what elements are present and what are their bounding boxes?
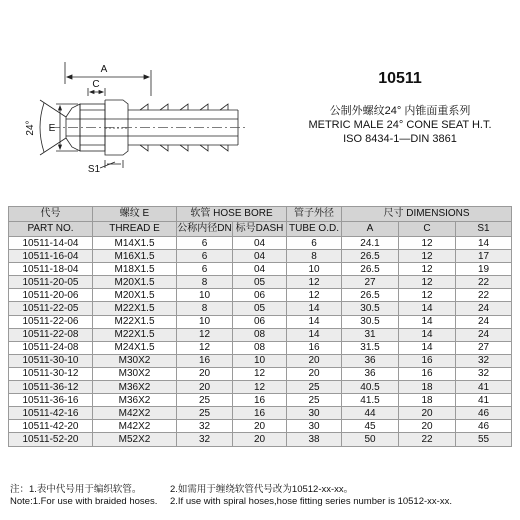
header-hose-dash: 标号DASH [233,222,287,237]
cell-tube-od: 30 [287,407,342,420]
table-row [9,420,512,433]
table-row [9,433,512,446]
cell-dim-c: 12 [399,250,456,263]
cell-hose-dn: 10 [177,315,233,328]
cell-dim-a: 30.5 [342,302,399,315]
cell-hose-dn: 10 [177,289,233,302]
cell-dim-c: 14 [399,315,456,328]
cell-thread: M14X1.5 [93,237,177,250]
cell-tube-od: 14 [287,315,342,328]
cell-hose-dash: 10 [233,354,287,367]
cell-dim-a: 26.5 [342,263,399,276]
notes-english [10,496,452,508]
cell-tube-od: 25 [287,394,342,407]
table-row [9,237,512,250]
cell-thread: M20X1.5 [93,289,177,302]
cell-dim-s1: 41 [456,381,512,394]
cell-hose-dn: 6 [177,237,233,250]
cell-part-no: 10511-22-06 [9,315,93,328]
cell-dim-s1: 32 [456,354,512,367]
cell-hose-dash: 08 [233,328,287,341]
cell-hose-dn: 12 [177,328,233,341]
header-hose-group: 软管 HOSE BORE [177,207,287,222]
table-row [9,328,512,341]
cell-dim-s1: 19 [456,263,512,276]
cell-dim-s1: 24 [456,302,512,315]
cell-dim-a: 31 [342,328,399,341]
cell-hose-dn: 6 [177,263,233,276]
cell-dim-a: 44 [342,407,399,420]
table-row [9,302,512,315]
dim-label-a: A [100,64,108,75]
cell-dim-c: 14 [399,328,456,341]
cell-part-no: 10511-22-05 [9,302,93,315]
cell-dim-s1: 46 [456,407,512,420]
cell-hose-dn: 6 [177,250,233,263]
table-row [9,394,512,407]
dim-label-s1: S1 [87,164,101,175]
table-row [9,341,512,354]
cell-hose-dash: 16 [233,394,287,407]
cell-thread: M42X2 [93,420,177,433]
cell-hose-dn: 8 [177,276,233,289]
cell-tube-od: 16 [287,341,342,354]
cell-dim-a: 26.5 [342,289,399,302]
note-cn-2: 2.如需用于缠绕软管代号改为10512-xx-xx。 [170,484,354,495]
cell-hose-dash: 08 [233,341,287,354]
title-english: METRIC MALE 24° CONE SEAT H.T. [308,119,492,131]
cell-dim-c: 22 [399,433,456,446]
cell-thread: M36X2 [93,394,177,407]
cell-tube-od: 14 [287,328,342,341]
cell-dim-s1: 22 [456,289,512,302]
cell-part-no: 10511-22-08 [9,328,93,341]
cell-thread: M30X2 [93,367,177,380]
cell-hose-dash: 04 [233,237,287,250]
notes-chinese [10,484,452,496]
table-row [9,407,512,420]
cell-dim-s1: 32 [456,367,512,380]
title-block [300,70,500,146]
cell-thread: M52X2 [93,433,177,446]
cell-dim-a: 41.5 [342,394,399,407]
cell-tube-od: 20 [287,367,342,380]
part-number-title: 10511 [378,70,422,87]
cell-thread: M36X2 [93,381,177,394]
cell-dim-a: 50 [342,433,399,446]
cell-dim-c: 12 [399,237,456,250]
cell-hose-dash: 06 [233,289,287,302]
cell-dim-s1: 46 [456,420,512,433]
cell-dim-s1: 27 [456,341,512,354]
cell-part-no: 10511-18-04 [9,263,93,276]
dim-label-c: C [92,79,100,90]
cell-dim-c: 16 [399,367,456,380]
cell-hose-dn: 25 [177,394,233,407]
cell-tube-od: 20 [287,354,342,367]
cell-part-no: 10511-20-05 [9,276,93,289]
cell-dim-a: 27 [342,276,399,289]
cell-dim-a: 40.5 [342,381,399,394]
cell-tube-od: 8 [287,250,342,263]
cell-dim-c: 20 [399,420,456,433]
cell-dim-a: 36 [342,354,399,367]
table-row [9,250,512,263]
cell-hose-dash: 04 [233,263,287,276]
cell-dim-c: 14 [399,302,456,315]
cell-hose-dn: 8 [177,302,233,315]
cell-dim-c: 14 [399,341,456,354]
cell-part-no: 10511-24-08 [9,341,93,354]
cell-part-no: 10511-20-06 [9,289,93,302]
notes [10,484,452,508]
cell-dim-s1: 22 [456,276,512,289]
spec-table-body [9,237,512,447]
cell-hose-dash: 05 [233,276,287,289]
cell-tube-od: 12 [287,289,342,302]
header-dim-s1: S1 [456,222,512,237]
cell-hose-dn: 32 [177,420,233,433]
dim-label-angle: 24° [25,120,36,136]
cell-dim-c: 18 [399,394,456,407]
cell-dim-c: 12 [399,289,456,302]
cell-thread: M16X1.5 [93,250,177,263]
header-thread-en: THREAD E [93,222,177,237]
header-thread-cn: 螺纹 E [93,207,177,222]
cell-part-no: 10511-42-20 [9,420,93,433]
cell-dim-a: 30.5 [342,315,399,328]
cell-hose-dash: 12 [233,367,287,380]
cell-dim-a: 26.5 [342,250,399,263]
table-row [9,289,512,302]
cell-tube-od: 30 [287,420,342,433]
cell-thread: M20X1.5 [93,276,177,289]
spec-table [8,206,512,447]
cell-hose-dn: 12 [177,341,233,354]
cell-dim-s1: 24 [456,315,512,328]
cell-thread: M22X1.5 [93,328,177,341]
note-en-1: Note:1.For use with braided hoses. [10,496,158,507]
cell-dim-a: 31.5 [342,341,399,354]
cell-dim-c: 12 [399,263,456,276]
cell-dim-c: 12 [399,276,456,289]
header-dim-a: A [342,222,399,237]
cell-tube-od: 12 [287,276,342,289]
cell-dim-a: 45 [342,420,399,433]
cell-part-no: 10511-36-12 [9,381,93,394]
note-en-2: 2.If use with spiral hoses,hose fitting series number is 10512-xx-xx. [170,496,452,507]
cell-thread: M24X1.5 [93,341,177,354]
cell-part-no: 10511-42-16 [9,407,93,420]
cell-dim-s1: 17 [456,250,512,263]
cell-dim-s1: 55 [456,433,512,446]
header-dim-group: 尺寸 DIMENSIONS [342,207,512,222]
cell-hose-dn: 16 [177,354,233,367]
cell-thread: M22X1.5 [93,302,177,315]
cell-part-no: 10511-52-20 [9,433,93,446]
header-tube-cn: 管子外径 [287,207,342,222]
header-part-cn: 代号 [9,207,93,222]
cell-dim-s1: 24 [456,328,512,341]
cell-part-no: 10511-36-16 [9,394,93,407]
cell-hose-dash: 04 [233,250,287,263]
header-part-en: PART NO. [9,222,93,237]
cell-hose-dash: 20 [233,420,287,433]
note-cn-1: 注：1.表中代号用于编织软管。 [10,484,142,495]
cell-hose-dash: 12 [233,381,287,394]
cell-dim-c: 18 [399,381,456,394]
cell-hose-dash: 16 [233,407,287,420]
table-row [9,315,512,328]
cell-part-no: 10511-16-04 [9,250,93,263]
header-hose-dn: 公称内径DN [177,222,233,237]
cell-hose-dn: 25 [177,407,233,420]
header-dim-c: C [399,222,456,237]
cell-dim-c: 16 [399,354,456,367]
cell-thread: M42X2 [93,407,177,420]
title-standard: ISO 8434-1—DIN 3861 [343,133,457,145]
cell-hose-dn: 32 [177,433,233,446]
header-tube-en: TUBE O.D. [287,222,342,237]
cell-part-no: 10511-14-04 [9,237,93,250]
cell-hose-dash: 20 [233,433,287,446]
dim-label-e: E [48,123,56,134]
cell-thread: M30X2 [93,354,177,367]
cell-dim-a: 24.1 [342,237,399,250]
cell-hose-dash: 05 [233,302,287,315]
table-row [9,276,512,289]
title-chinese: 公制外螺纹24° 内锥面重系列 [329,105,471,117]
cell-tube-od: 14 [287,302,342,315]
cell-dim-c: 20 [399,407,456,420]
cell-part-no: 10511-30-12 [9,367,93,380]
cell-dim-s1: 14 [456,237,512,250]
cell-thread: M18X1.5 [93,263,177,276]
cell-tube-od: 6 [287,237,342,250]
cell-hose-dash: 06 [233,315,287,328]
table-row [9,367,512,380]
table-row [9,263,512,276]
cell-thread: M22X1.5 [93,315,177,328]
cell-dim-a: 36 [342,367,399,380]
cell-tube-od: 10 [287,263,342,276]
cell-dim-s1: 41 [456,394,512,407]
table-row [9,381,512,394]
cell-hose-dn: 20 [177,381,233,394]
cell-tube-od: 25 [287,381,342,394]
cell-tube-od: 38 [287,433,342,446]
cell-hose-dn: 20 [177,367,233,380]
cell-part-no: 10511-30-10 [9,354,93,367]
fitting-drawing [0,0,300,200]
table-row [9,354,512,367]
